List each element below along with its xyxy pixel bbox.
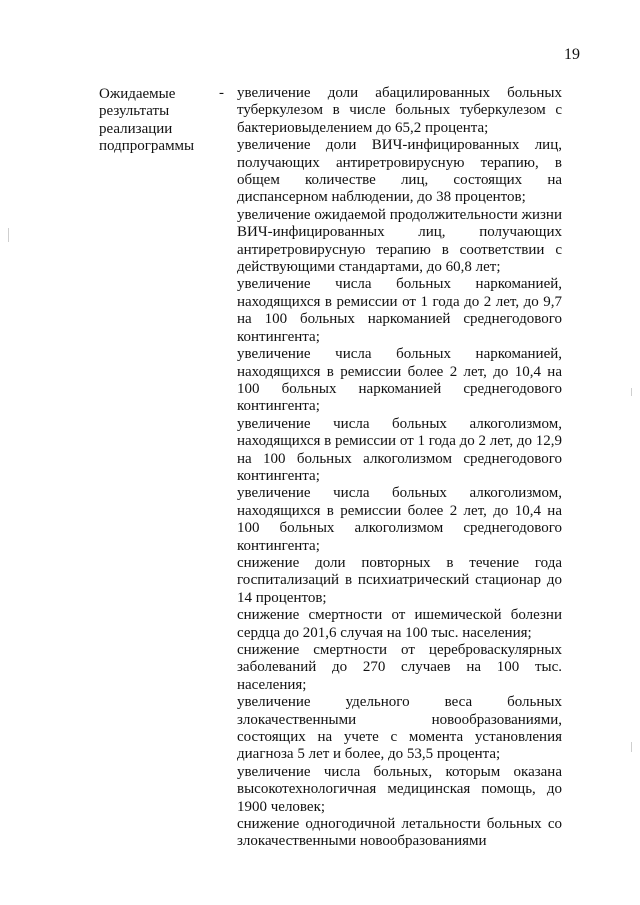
section-label-line: Ожидаемые <box>99 86 176 102</box>
result-item: снижение доли повторных в течение года госпитализаций в психиатрический стационар до 14 процентов; <box>237 554 562 606</box>
result-item: снижение смертности от цереброваскулярных заболеваний до 270 случаев на 100 тыс. населения; <box>237 642 562 693</box>
result-item: увеличение числа больных, которым оказана высокотехнологичная медицинская помощь, до 1900 человек; <box>237 763 562 815</box>
result-item: увеличение доли ВИЧ-инфицированных лиц, получающих антиретровирусную терапию, в общем количестве лиц, состоящих на диспансерном наблюдении, до 38 процентов; <box>237 137 562 206</box>
scan-artifact <box>631 388 632 396</box>
expected-results-list <box>237 85 562 851</box>
result-item: увеличение числа больных наркоманией, находящихся в ремиссии от 1 года до 2 лет, до 9,7 на 100 больных наркоманией среднегодового контингента; <box>237 276 562 345</box>
section-label-line: результаты <box>99 103 170 120</box>
section-label <box>99 86 219 156</box>
result-item: увеличение числа больных наркоманией, находящихся в ремиссии более 2 лет, до 10,4 на 100 больных наркоманией среднегодового контингента; <box>237 346 562 415</box>
section-label-line: подпрограммы <box>99 138 195 155</box>
label-dash: - <box>219 85 224 101</box>
result-item: увеличение числа больных алкоголизмом, находящихся в ремиссии более 2 лет, до 10,4 на 100 больных алкоголизмом среднегодового контингента; <box>237 485 562 554</box>
section-label-line: реализации <box>99 120 173 137</box>
result-item: увеличение числа больных алкоголизмом, находящихся в ремиссии от 1 года до 2 лет, до 12,9 на 100 больных алкоголизмом среднегодового контингента; <box>237 415 562 484</box>
result-item: снижение одногодичной летальности больных со злокачественными новообразованиями <box>237 816 562 850</box>
page-number: 19 <box>564 46 580 63</box>
result-item: увеличение удельного веса больных злокачественными новообразованиями, состоящих на учете с момента установления диагноза 5 лет и более, до 53,5 процента; <box>237 694 562 763</box>
result-item: увеличение ожидаемой продолжительности жизни ВИЧ-инфицированных лиц, получающих антиретровирусную терапию в соответствии с действующими стандартами, до 60,8 лет; <box>237 206 562 276</box>
result-item: снижение смертности от ишемической болезни сердца до 201,6 случая на 100 тыс. населения; <box>237 607 562 641</box>
scan-artifact <box>8 228 9 242</box>
result-item: увеличение доли абацилированных больных туберкулезом в числе больных туберкулезом с бактериовыделением до 65,2 процента; <box>237 85 562 136</box>
scan-artifact <box>631 742 632 752</box>
